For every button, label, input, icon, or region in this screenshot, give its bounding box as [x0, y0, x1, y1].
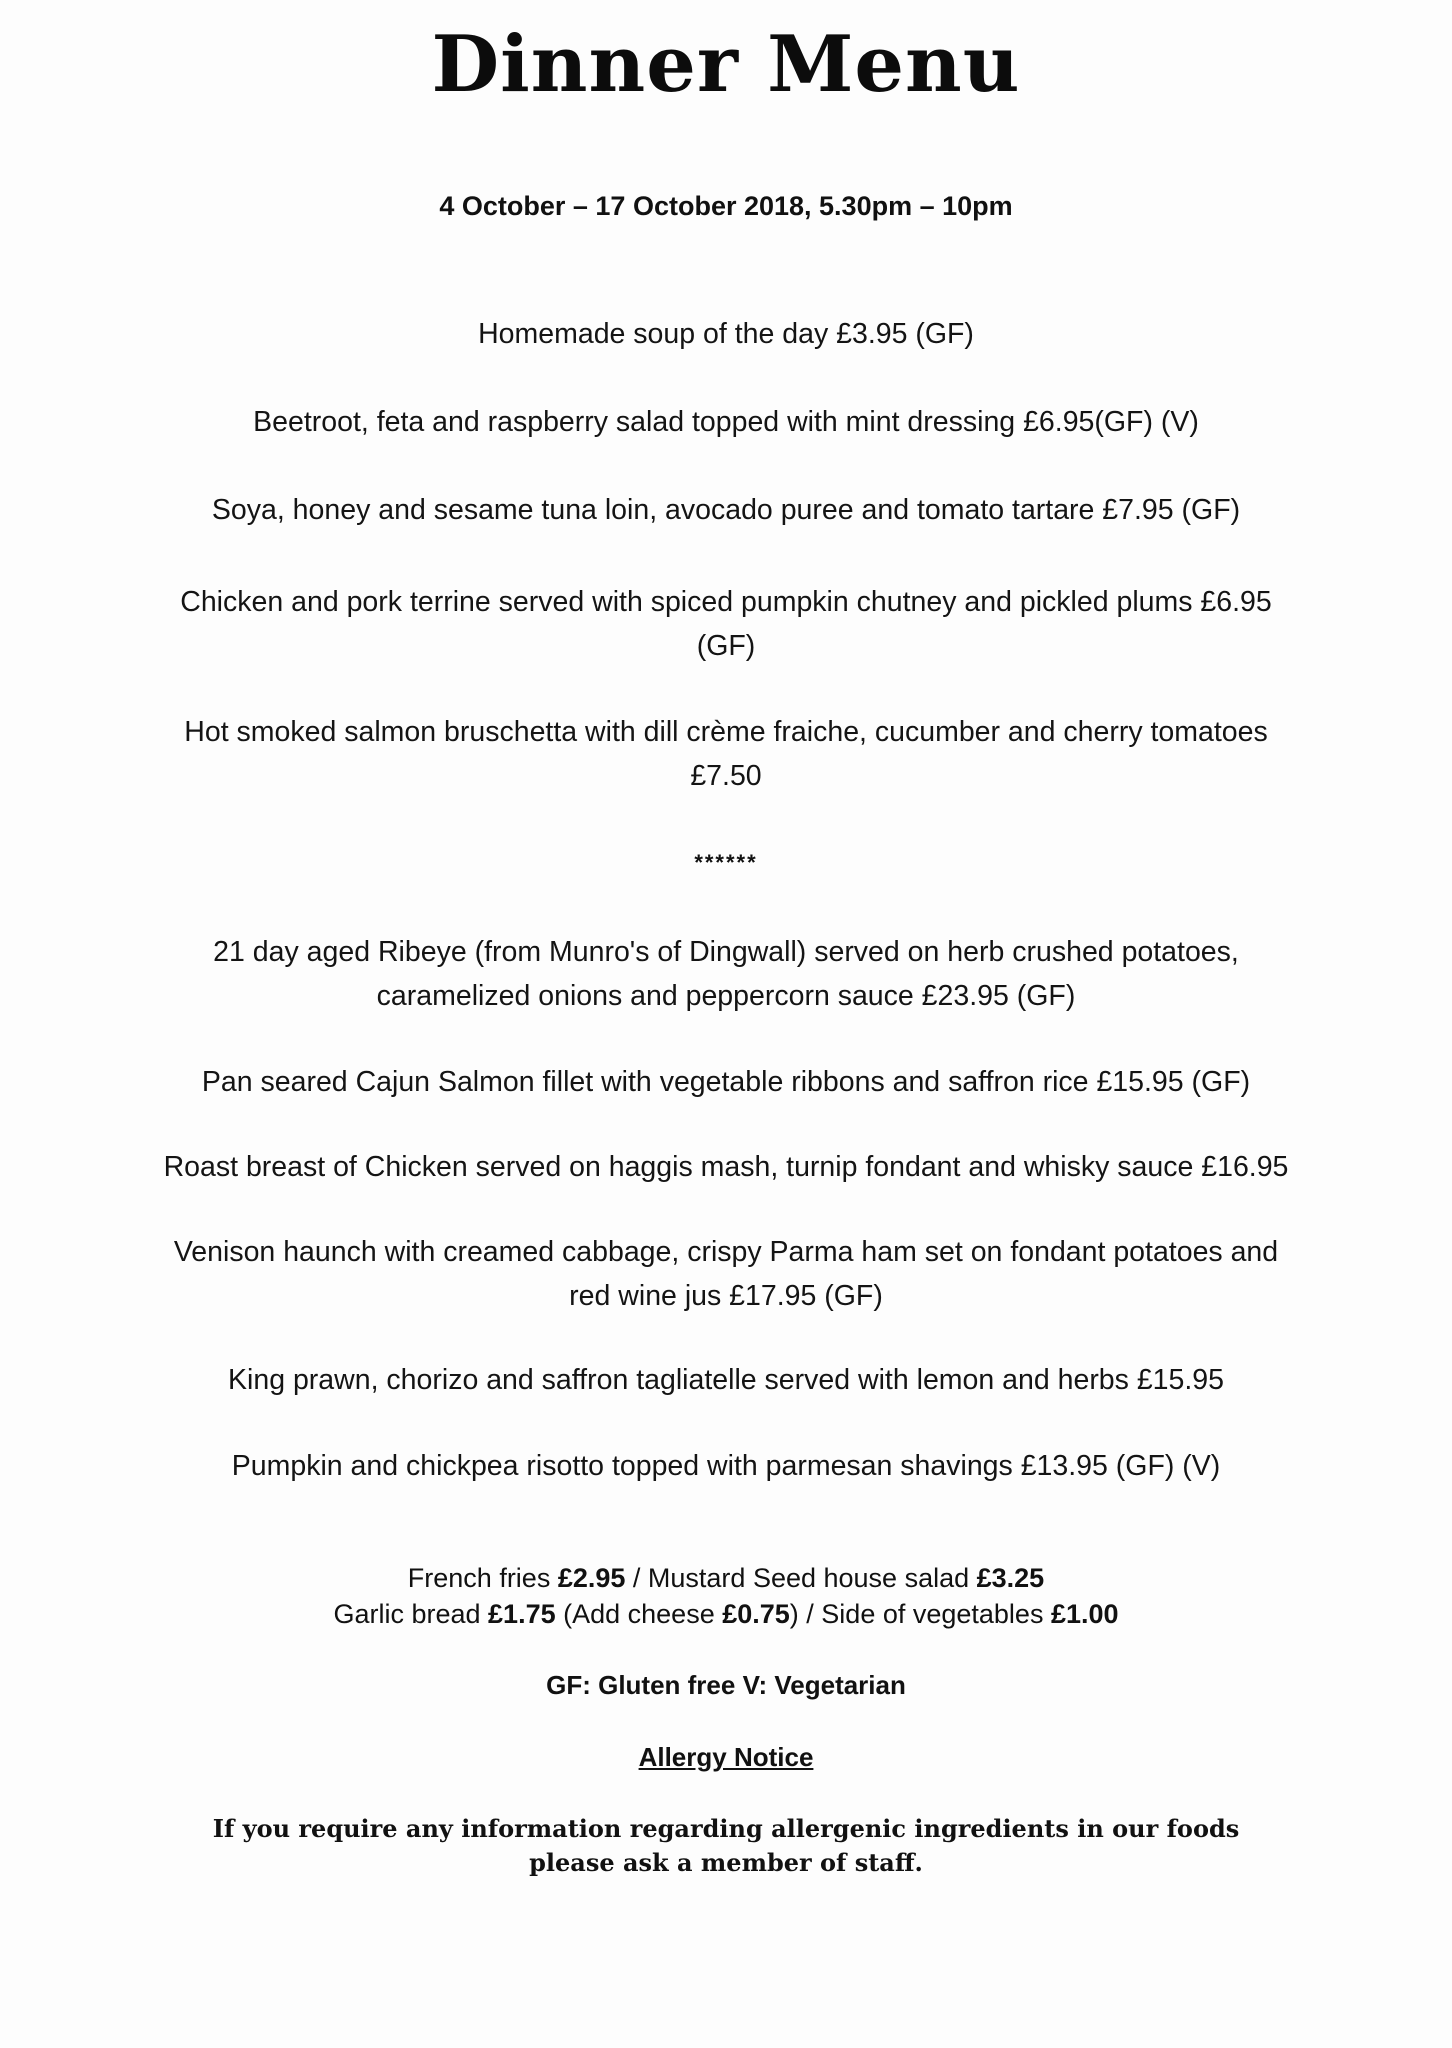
allergy-notice-text: If you require any information regarding allergenic ingredients in our foods please ask a member of staff.: [212, 1814, 1240, 1877]
sides-line-2: [0, 1596, 1452, 1632]
menu-dates: 4 October – 17 October 2018, 5.30pm – 10pm: [439, 191, 1013, 221]
side-dishes: [0, 1560, 1452, 1632]
veg-price: £1.00: [1050, 1599, 1119, 1629]
starter-item: Homemade soup of the day £3.95 (GF): [478, 318, 974, 350]
cheese-label: (Add cheese: [555, 1599, 723, 1629]
starter-item: Beetroot, feta and raspberry salad topped with mint dressing £6.95(GF) (V): [253, 406, 1199, 438]
starter-item: Hot smoked salmon bruschetta with dill crème fraiche, cucumber and cherry tomatoes £7.50: [184, 716, 1268, 792]
fries-label: French fries: [407, 1563, 558, 1593]
cheese-price: £0.75: [722, 1599, 790, 1629]
bread-label: Garlic bread: [333, 1599, 489, 1629]
main-item: Roast breast of Chicken served on haggis mash, turnip fondant and whisky sauce £16.95: [163, 1151, 1289, 1183]
main-item: 21 day aged Ribeye (from Munro's of Dingwall) served on herb crushed potatoes, caramelized onions and peppercorn sauce £23.95 (GF): [213, 936, 1239, 1012]
dietary-legend: GF: Gluten free V: Vegetarian: [546, 1670, 906, 1700]
main-item: Venison haunch with creamed cabbage, crispy Parma ham set on fondant potatoes and red wine jus £17.95 (GF): [173, 1236, 1279, 1312]
starter-item: Soya, honey and sesame tuna loin, avocado puree and tomato tartare £7.95 (GF): [211, 494, 1241, 526]
main-item: Pumpkin and chickpea risotto topped with parmesan shavings £13.95 (GF) (V): [231, 1450, 1221, 1482]
bread-price: £1.75: [488, 1599, 556, 1629]
menu-title: Dinner Menu: [431, 19, 1021, 110]
main-item: King prawn, chorizo and saffron tagliatelle served with lemon and herbs £15.95: [228, 1364, 1224, 1396]
starter-item: Chicken and pork terrine served with spiced pumpkin chutney and pickled plums £6.95 (GF): [180, 586, 1272, 662]
salad-label: / Mustard Seed house salad: [625, 1563, 977, 1593]
salad-price: £3.25: [976, 1563, 1045, 1593]
main-item: Pan seared Cajun Salmon fillet with vegetable ribbons and saffron rice £15.95 (GF): [201, 1066, 1251, 1098]
allergy-notice-heading: Allergy Notice: [638, 1742, 814, 1772]
veg-label: ) / Side of vegetables: [789, 1599, 1051, 1629]
section-separator: ******: [694, 850, 758, 875]
sides-line-1: [0, 1560, 1452, 1596]
fries-price: £2.95: [557, 1563, 626, 1593]
